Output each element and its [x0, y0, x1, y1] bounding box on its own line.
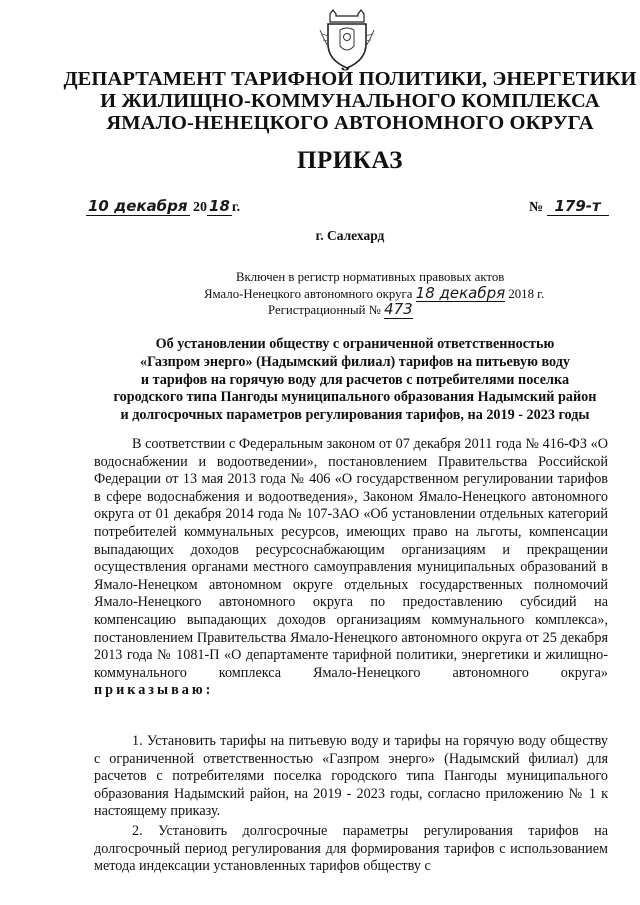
- order-subject: [80, 336, 630, 425]
- registry-handwritten-number: 473: [384, 300, 413, 318]
- preamble-paragraph: [94, 436, 608, 700]
- order-items: [94, 733, 608, 878]
- preamble: [94, 436, 608, 700]
- order-item-1: 1. Установить тарифы на питьевую воду и тарифы на горячую воду обществу с ограниченной ответственностью «Газпром энерго» (Надымский филиал) для расчетов с потребителями поселка городского типа Пангоды муниципального образования Надымский район, на 2019 - 2023 годы, согласно приложению № 1 к настоящему приказу.: [94, 733, 608, 820]
- handwritten-year: 18: [209, 197, 230, 215]
- year-prefix: 20: [193, 200, 208, 215]
- handwritten-number: 179-т: [547, 197, 609, 216]
- registry-line-1: Включен в регистр нормативных правовых актов: [236, 270, 505, 284]
- department-line-3: ЯМАЛО-НЕНЕЦКОГО АВТОНОМНОГО ОКРУГА: [106, 112, 594, 134]
- registry-line-3: [170, 302, 590, 319]
- department-name: [60, 68, 640, 134]
- yamal-coat-of-arms-icon: [318, 6, 376, 70]
- order-word: приказываю:: [94, 682, 214, 699]
- subject-line-5: и долгосрочных параметров регулирования тарифов, на 2019 - 2023 годы: [120, 407, 590, 424]
- department-line-1: ДЕПАРТАМЕНТ ТАРИФНОЙ ПОЛИТИКИ, ЭНЕРГЕТИКИ: [63, 68, 637, 90]
- registry-line-2: [170, 283, 590, 303]
- registry-year: 2018 г.: [508, 286, 545, 301]
- document-title: ПРИКАЗ: [297, 147, 403, 174]
- order-item-2: 2. Установить долгосрочные параметры регулирования тарифов на долгосрочный период регулирования для формирования тарифов с использованием метода индексации установленных тарифов обществу с: [94, 822, 608, 875]
- year-suffix: г.: [231, 200, 241, 215]
- subject-line-3: и тарифов на горячую воду для расчетов с потребителями поселка: [140, 371, 570, 388]
- handwritten-date: 10 декабря: [88, 197, 188, 215]
- subject-line-4: городского типа Пангоды муниципального образования Надымский район: [113, 389, 597, 406]
- city: г. Салехард: [315, 228, 385, 243]
- registry-handwritten-date: 18 декабря: [415, 283, 506, 302]
- preamble-text: В соответствии с Федеральным законом от 07 декабря 2011 года № 416-ФЗ «О водоснабжении и водоотведении», постановлением Правительства Российской Федерации от 13 мая 2013 года № 406 «О государственном регулировании тарифов в сфере водоснабжения и водоотведения», Законом Ямало-Ненецкого автономного округа от 01 декабря 2014 года № 107-ЗАО «Об установлении отдельных категорий потребителей коммунальных ресурсов, имеющих право на льготы, компенсации выпадающих доходов ресурсоснабжающим организациям и прекращении осуществления органами местного самоуправления муниципальных образований в Ямало-Ненецком автономном округе отдельных государственных полномочий Ямало-Ненецкого автономного округа по предоставлению субсидий на компенсацию выпадающих доходов организациям коммунального комплекса», постановлением Правительства Ямало-Ненецкого автономного округа от 25 декабря 2013 года № 1081-П «О департаменте тарифной политики, энергетики и жилищно-коммунального комплекса Ямало-Ненецкого автономного округа»: [94, 436, 608, 681]
- subject-line-1: Об установлении обществу с ограниченной ответственностью: [155, 336, 555, 352]
- subject-line-2: «Газпром энерго» (Надымский филиал) тарифов на питьевую воду: [140, 353, 570, 370]
- registry-number-label: Регистрационный №: [268, 303, 381, 317]
- order-number: [529, 197, 609, 216]
- number-label: №: [529, 200, 544, 215]
- order-date: [86, 197, 240, 216]
- registry-stamp: [170, 270, 590, 319]
- department-line-2: И ЖИЛИЩНО-КОММУНАЛЬНОГО КОМПЛЕКСА: [100, 90, 600, 112]
- registry-region: Ямало-Ненецкого автономного округа: [204, 286, 413, 301]
